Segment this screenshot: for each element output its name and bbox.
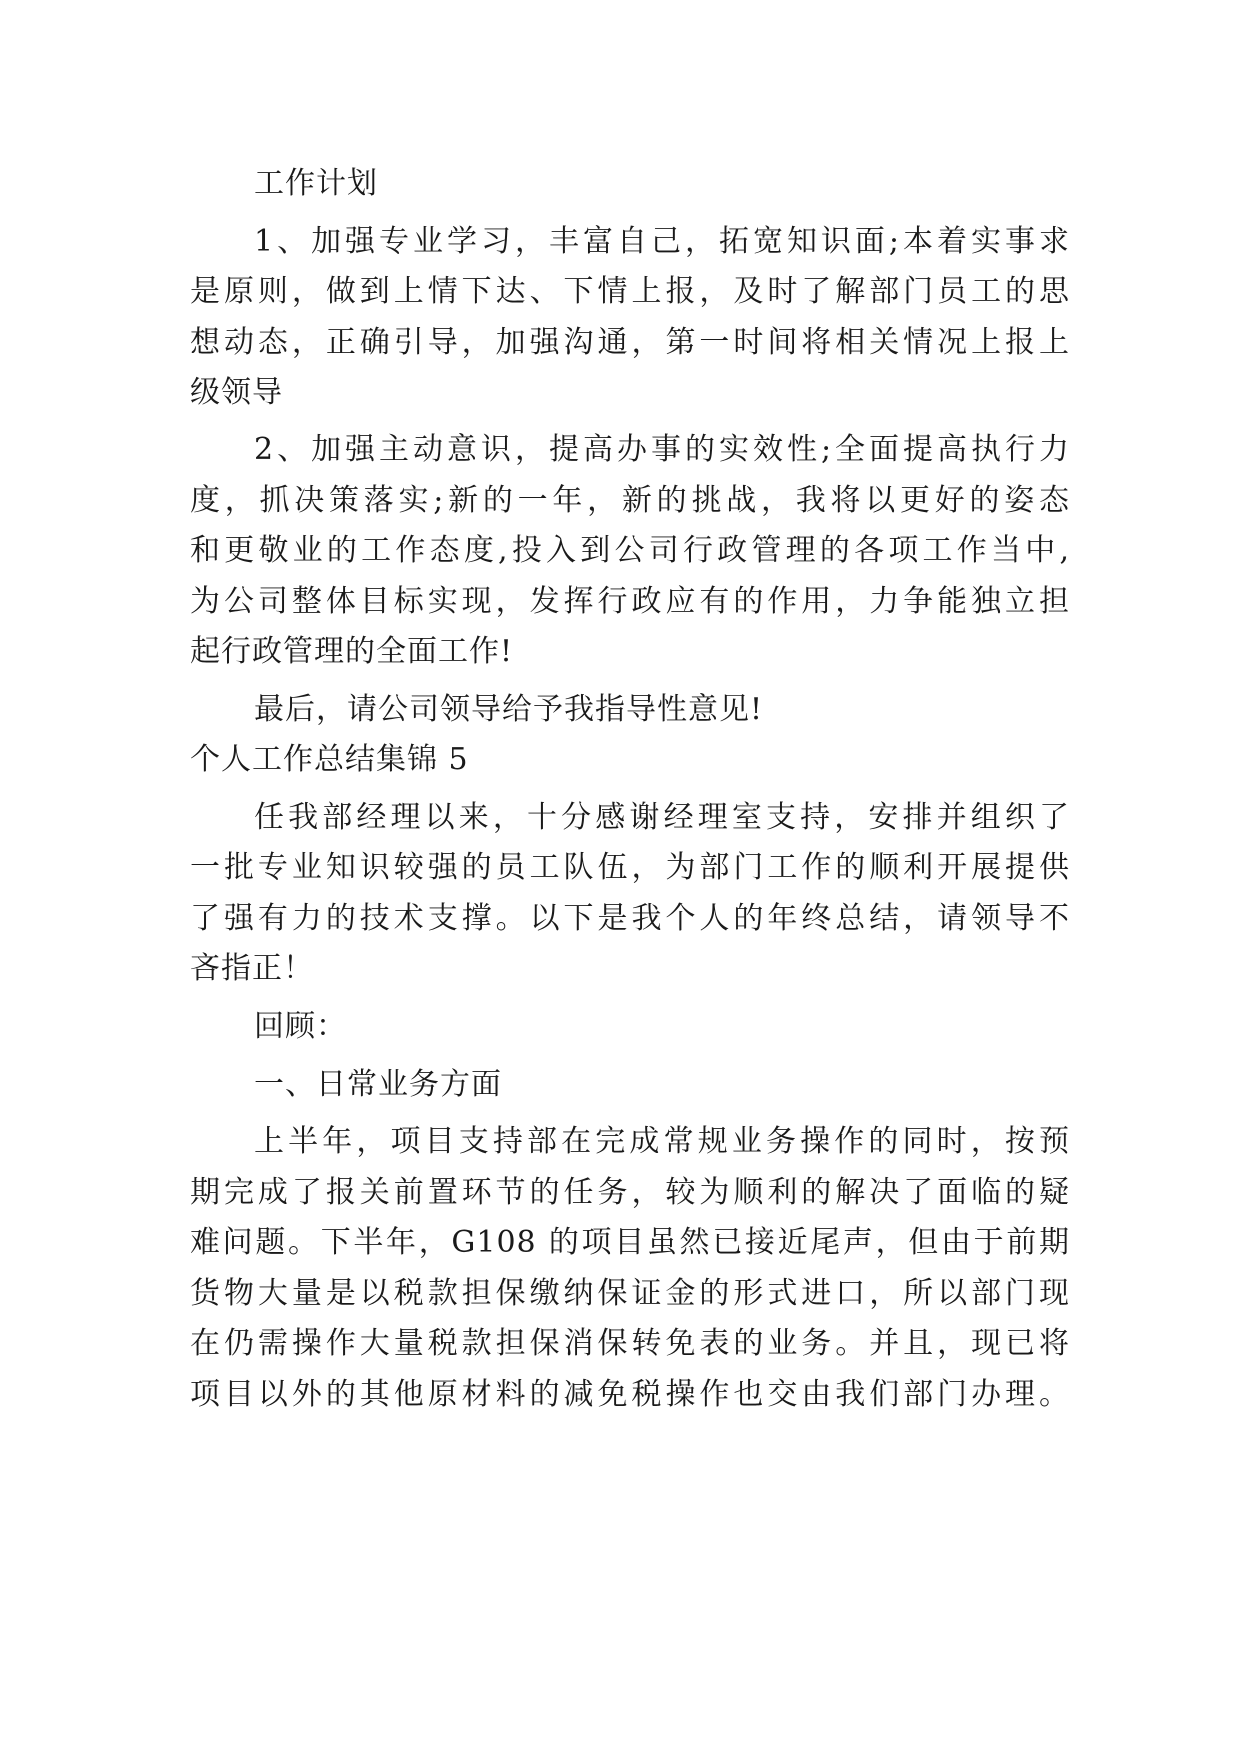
paragraph-line: 吝指正！ [190, 951, 314, 986]
paragraph-line: 项目以外的其他原材料的减免税操作也交由我们部门办理。 [190, 1377, 1070, 1412]
paragraph-line: 想动态，正确引导，加强沟通，第一时间将相关情况上报上 [190, 325, 1070, 360]
paragraph-line: 期完成了报关前置环节的任务，较为顺利的解决了面临的疑 [190, 1175, 1070, 1210]
paragraph-line: 了强有力的技术支撑。以下是我个人的年终总结，请领导不 [190, 901, 1070, 936]
section-title: 个人工作总结集锦 5 [190, 742, 469, 777]
paragraph-line: 1、加强专业学习，丰富自己，拓宽知识面;本着实事求 [254, 224, 1070, 259]
section-heading-work-plan: 工作计划 [254, 166, 378, 201]
paragraph-line: 任我部经理以来，十分感谢经理室支持，安排并组织了 [254, 800, 1070, 835]
paragraph-line: 货物大量是以税款担保缴纳保证金的形式进口，所以部门现 [190, 1276, 1070, 1311]
paragraph-line: 度，抓决策落实;新的一年，新的挑战，我将以更好的姿态 [190, 483, 1070, 518]
paragraph-line: 起行政管理的全面工作! [190, 634, 514, 669]
paragraph-line: 是原则，做到上情下达、下情上报，及时了解部门员工的思 [190, 274, 1070, 309]
paragraph-line: 回顾： [254, 1009, 347, 1044]
paragraph-line: 一、日常业务方面 [254, 1067, 502, 1102]
paragraph-line: 最后，请公司领导给予我指导性意见! [254, 692, 764, 727]
paragraph-line: 和更敬业的工作态度,投入到公司行政管理的各项工作当中, [190, 533, 1070, 568]
paragraph-line: 2、加强主动意识，提高办事的实效性;全面提高执行力 [254, 432, 1070, 467]
paragraph-line: 为公司整体目标实现，发挥行政应有的作用，力争能独立担 [190, 584, 1070, 619]
paragraph-line: 上半年，项目支持部在完成常规业务操作的同时，按预 [254, 1124, 1070, 1159]
paragraph-line: 一批专业知识较强的员工队伍，为部门工作的顺利开展提供 [190, 850, 1070, 885]
paragraph-line: 在仍需操作大量税款担保消保转免表的业务。并且，现已将 [190, 1326, 1070, 1361]
paragraph-line: 级领导 [190, 375, 283, 410]
paragraph-line: 难问题。下半年，G108 的项目虽然已接近尾声，但由于前期 [190, 1225, 1070, 1260]
